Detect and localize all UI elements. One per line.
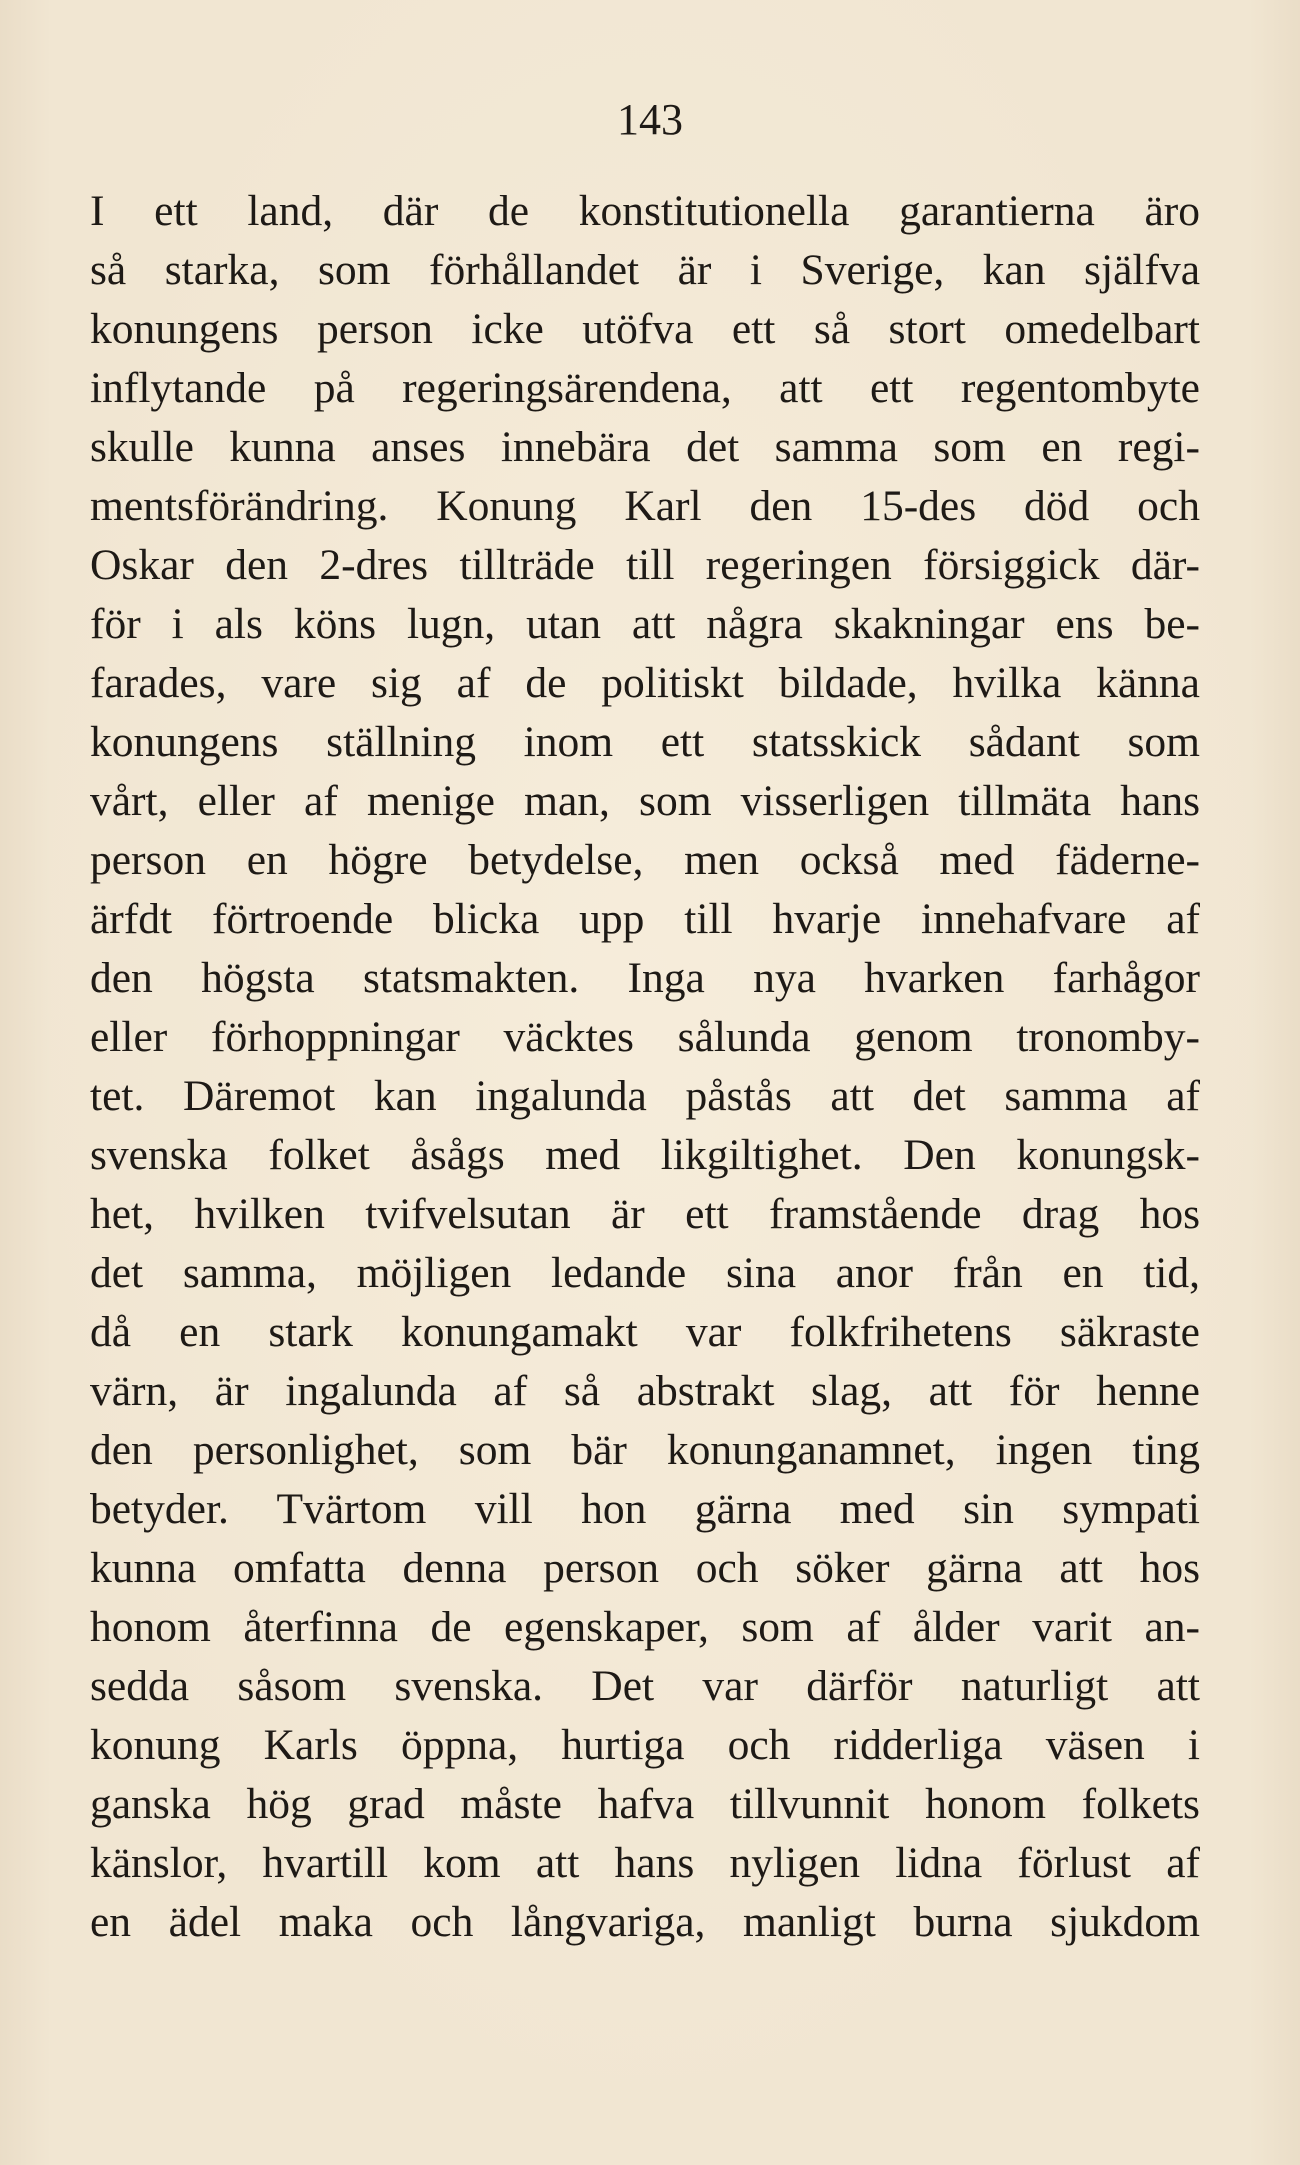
text-line: eller förhoppningar väcktes sålunda genom tronomby- — [90, 1013, 1200, 1061]
text-line: betyder. Tvärtom vill hon gärna med sin sympati — [90, 1485, 1200, 1533]
text-line: den personlighet, som bär konunganamnet, ingen ting — [90, 1426, 1200, 1474]
text-line: konungens person icke utöfva ett så stort omedelbart — [90, 305, 1200, 353]
text-line: sedda såsom svenska. Det var därför naturligt att — [90, 1662, 1200, 1710]
text-line: Oskar den 2-dres tillträde till regeringen försiggick där- — [90, 541, 1200, 589]
text-line: inflytande på regeringsärendena, att ett regentombyte — [90, 364, 1200, 412]
text-line: het, hvilken tvifvelsutan är ett framstående drag hos — [90, 1190, 1200, 1238]
text-line: honom återfinna de egenskaper, som af ålder varit an- — [90, 1603, 1200, 1651]
text-line: mentsförändring. Konung Karl den 15-des död och — [90, 482, 1200, 530]
body-text — [90, 182, 1200, 1952]
text-line: ärfdt förtroende blicka upp till hvarje innehafvare af — [90, 895, 1200, 943]
text-line: ganska hög grad måste hafva tillvunnit honom folkets — [90, 1780, 1200, 1828]
text-line: kunna omfatta denna person och söker gärna att hos — [90, 1544, 1200, 1592]
text-line: den högsta statsmakten. Inga nya hvarken farhågor — [90, 954, 1200, 1002]
text-line: svenska folket åsågs med likgiltighet. Den konungsk- — [90, 1131, 1200, 1179]
text-line: skulle kunna anses innebära det samma som en regi- — [90, 423, 1200, 471]
page-number: 143 — [617, 95, 683, 144]
text-line: känslor, hvartill kom att hans nyligen lidna förlust af — [90, 1839, 1200, 1887]
text-line: person en högre betydelse, men också med fäderne- — [90, 836, 1200, 884]
text-line: en ädel maka och långvariga, manligt burna sjukdom — [90, 1898, 1200, 1946]
text-line: konung Karls öppna, hurtiga och ridderliga väsen i — [90, 1721, 1200, 1769]
text-line: då en stark konungamakt var folkfrihetens säkraste — [90, 1308, 1200, 1356]
text-line: I ett land, där de konstitutionella garantierna äro — [90, 187, 1200, 235]
text-line: värn, är ingalunda af så abstrakt slag, att för henne — [90, 1367, 1200, 1415]
text-line: för i als köns lugn, utan att några skakningar ens be- — [90, 600, 1200, 648]
text-line: konungens ställning inom ett statsskick sådant som — [90, 718, 1200, 766]
text-line: så starka, som förhållandet är i Sverige, kan själfva — [90, 246, 1200, 294]
text-line: tet. Däremot kan ingalunda påstås att det samma af — [90, 1072, 1200, 1120]
text-line: farades, vare sig af de politiskt bildade, hvilka känna — [90, 659, 1200, 707]
text-line: vårt, eller af menige man, som visserligen tillmäta hans — [90, 777, 1200, 825]
text-line: det samma, möjligen ledande sina anor från en tid, — [90, 1249, 1200, 1297]
